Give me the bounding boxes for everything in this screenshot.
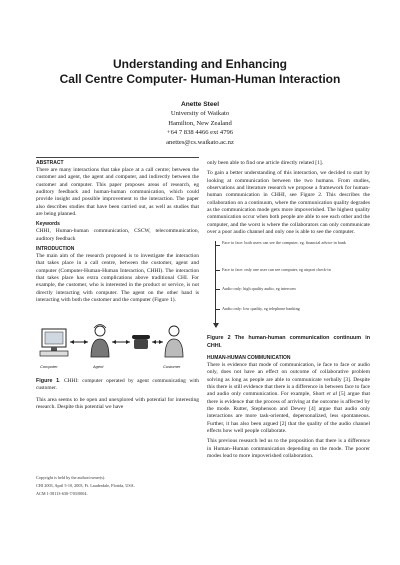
continuum-level-2: Face to face: only one user can see computer, eg airport check-in <box>222 267 331 273</box>
interaction-arrows <box>70 340 163 344</box>
abstract-text: There are many interactions that take place at a call centre; between the customer and agent, the agent and computer, and indirectly between the customer and computer. This paper proposes areas of research, eg auditory feedback and human-human communication, which could provide insight and possible improvement to the interaction. The paper also describes studies that have been carried out, as well as studies that are being planned. <box>36 167 199 218</box>
continuum-tick-2 <box>215 270 220 271</box>
right-column <box>207 160 370 463</box>
continuum-tick-4 <box>215 309 220 310</box>
intro-text: The main aim of the research proposed is to investigate the interaction that takes place in a call centre, between the customer, agent and computer (Computer-Human-Human Interaction, CHHI). The interaction that takes place has extra complications above traditional CHI. For example, the customer, who is interested in the product or service, is not directly interacting with computer. The agent on the other hand is interacting with both the customer and the computer (Figure 1). <box>36 253 199 304</box>
footnote-line-3: ACM 1-58113-630-7/03/0004. <box>36 491 88 496</box>
agent-icon <box>91 324 109 357</box>
author-block <box>0 100 400 147</box>
title-line-1: Understanding and Enhancing <box>112 57 287 71</box>
continuum-level-4: Audio only: low quality, eg telephone banking <box>222 306 300 312</box>
copyright-footnote <box>36 474 199 498</box>
footnote-line-1: Copyright is held by the author/owner(s). <box>36 475 106 480</box>
figure-1-label-computer: Computer <box>40 363 58 369</box>
right-column-start-text: only been able to find one article directly related [1]. <box>207 160 324 166</box>
continuum-level-1: Face to face: both users can see the computer, eg. financial advice in bank <box>222 240 346 246</box>
continuum-axis <box>215 241 216 327</box>
footnote-line-2: CHI 2003, April 5-10, 2003, Ft. Lauderdale, Florida, USA. <box>36 483 135 488</box>
author-city: Hamilton, New Zealand <box>168 119 232 127</box>
continuum-tick-1 <box>215 245 220 246</box>
author-affiliation: University of Waikato <box>170 110 230 118</box>
framework-paragraph: To gain a better understanding of this interaction, we decided to start by looking at communication between the two humans. From studies, observations and literature research we propose a framework for human-human communication in CHHI, see Figure 2. This describes the collaboration on a continuum, where the communication quality degrades as the communication mode gets more impoverished. The highest quality communication occur when both people are able to see each other and the computer, and the worst is where the collaborators can only communicate over a poor audio channel and only one is able to see the computer. <box>207 170 370 236</box>
left-column-end-text: This area seems to be open and unexplored with potential for interesting research. Despite this potential we have <box>36 396 199 411</box>
continuum-level-3: Audio only: high quality audio, eg intercom <box>222 286 296 292</box>
hhc-paragraph-1 <box>207 362 370 435</box>
paper-title <box>0 57 400 87</box>
left-column <box>36 160 199 415</box>
keywords-text: CHHI, Human-human communication, CSCW, telecommunication, auditory feedback <box>36 228 199 242</box>
hhc-etal: et al <box>326 391 337 398</box>
hhc-heading: HUMAN-HUMAN COMMUNICATION <box>207 354 291 361</box>
title-line-2: Call Centre Computer- Human-Human Interaction <box>59 72 341 86</box>
abstract-heading: ABSTRACT <box>36 160 64 166</box>
hhc-paragraph-2: This previous research led us to the proposition that there is a difference in Human–Human communication depending on the mode. The poorer modes lead to more impoverished collaboration. <box>207 438 370 459</box>
figure-1-label-agent: Agent <box>93 363 104 369</box>
customer-icon <box>165 326 183 357</box>
author-name: Anette Steel <box>180 101 220 108</box>
keywords-heading: Keywords <box>36 221 60 228</box>
figure-1-label-customer: Customer <box>163 363 181 369</box>
continuum-tick-3 <box>215 289 220 290</box>
author-email[interactable]: anettes@cs.waikato.ac.nz <box>166 138 234 146</box>
author-phone: +64 7 838 4466 ext 4796 <box>166 129 234 137</box>
computer-icon <box>40 329 68 356</box>
phone-icon <box>132 335 150 349</box>
hhc-text-b: [5] argue that there is evidence that the process of arriving at the outcome is affected by the mode. Rutter, Stephenson and Dewey [4] argue that audio only interactions are more task-oriented, depersonalized, less spontaneous. Further, it has also been argued [2] that the quality of the audio channel effects how well people collaborate. <box>207 391 370 434</box>
continuum-arrow-icon <box>213 323 219 328</box>
figure-2-continuum <box>207 239 370 331</box>
figure-2-caption-label: Figure 2 <box>207 335 231 342</box>
hhc-text-a: There is evidence that mode of communication, ie face to face or audio only, does not have an effect on outcome of collaborative problem solving as long as people are able to communicate verbally [3]. Despite this there is still evidence that there is a difference in between face to face and audio only communication. For example, Short <box>207 361 370 398</box>
intro-heading: INTRODUCTION <box>36 246 75 253</box>
figure-1 <box>36 309 199 375</box>
figure-1-caption <box>36 378 199 392</box>
figure-2-caption <box>207 335 370 349</box>
figure-2-caption-text: The human-human communication continuum in CHHI. <box>207 335 370 349</box>
figure-1-caption-text: . CHHI: computer operated by agent communicating with customer. <box>36 377 199 391</box>
figure-1-caption-label: Figure 1 <box>36 377 60 384</box>
abstract-rule <box>36 157 199 158</box>
